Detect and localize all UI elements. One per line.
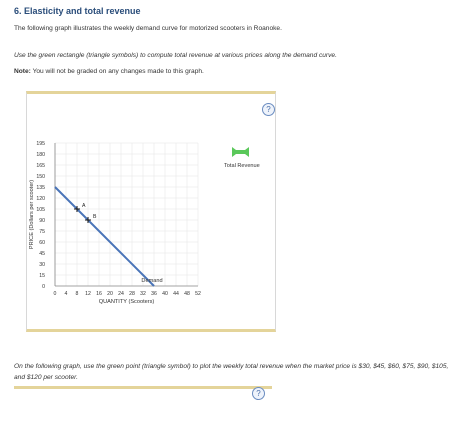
x-tick-label-44: 44 — [173, 291, 179, 297]
x-tick-label-20: 20 — [107, 291, 113, 297]
y-tick-label-135: 135 — [36, 185, 45, 191]
x-tick-label-48: 48 — [184, 291, 190, 297]
y-tick-labels — [36, 141, 45, 290]
demand-curve-label: Demand — [141, 278, 163, 284]
x-tick-label-28: 28 — [129, 291, 135, 297]
help-icon-2[interactable]: ? — [252, 387, 265, 400]
y-tick-label-90: 90 — [39, 218, 45, 224]
x-tick-label-32: 32 — [140, 291, 146, 297]
y-tick-label-105: 105 — [36, 207, 45, 213]
section-title: 6. Elasticity and total revenue — [14, 6, 141, 16]
legend-label: Total Revenue — [224, 163, 260, 169]
point-A-label: A — [82, 203, 86, 209]
y-tick-label-195: 195 — [36, 141, 45, 147]
x-tick-labels — [54, 291, 201, 297]
x-tick-label-40: 40 — [162, 291, 168, 297]
x-tick-label-52: 52 — [195, 291, 201, 297]
x-tick-label-4: 4 — [64, 291, 68, 297]
y-tick-label-45: 45 — [39, 251, 45, 257]
point-B-label: B — [93, 214, 97, 220]
help-icon[interactable]: ? — [262, 103, 275, 116]
graph-panel-2 — [14, 386, 272, 429]
y-tick-label-75: 75 — [39, 229, 45, 235]
y-tick-label-165: 165 — [36, 163, 45, 169]
y-tick-label-30: 30 — [39, 262, 45, 268]
note-label: Note: — [14, 68, 31, 75]
x-tick-label-8: 8 — [75, 291, 79, 297]
y-axis-label: PRICE (Dollars per scooter) — [29, 179, 35, 250]
x-axis-label: QUANTITY (Scooters) — [98, 299, 155, 305]
y-tick-label-0: 0 — [42, 284, 45, 290]
y-tick-label-150: 150 — [36, 174, 45, 180]
x-tick-label-12: 12 — [85, 291, 91, 297]
y-tick-label-60: 60 — [39, 240, 45, 246]
x-tick-label-0: 0 — [53, 291, 57, 297]
x-tick-label-24: 24 — [118, 291, 124, 297]
y-tick-label-120: 120 — [36, 196, 45, 202]
green-rectangle-icon[interactable] — [232, 147, 249, 157]
x-tick-label-16: 16 — [96, 291, 102, 297]
note-body: You will not be graded on any changes made to this graph. — [30, 68, 204, 75]
x-tick-label-36: 36 — [151, 291, 157, 297]
instruction-text-2: On the following graph, use the green point (triangle symbol) to plot the weekly total revenue when the market price is $30, $45, $60, $75, $90, $105, and $120 per scooter. — [14, 363, 449, 381]
y-tick-label-180: 180 — [36, 152, 45, 158]
y-tick-label-15: 15 — [39, 273, 45, 279]
intro-text: The following graph illustrates the weekly demand curve for motorized scooters in Roanoke. — [14, 25, 282, 32]
demand-curve — [55, 187, 154, 286]
legend-total-revenue[interactable] — [232, 147, 249, 157]
chart-series — [55, 187, 163, 286]
instruction-text: Use the green rectangle (triangle symbols) to compute total revenue at various prices along the demand curve. — [14, 52, 337, 59]
chart-axes — [55, 143, 198, 286]
chart-grid — [55, 143, 198, 286]
